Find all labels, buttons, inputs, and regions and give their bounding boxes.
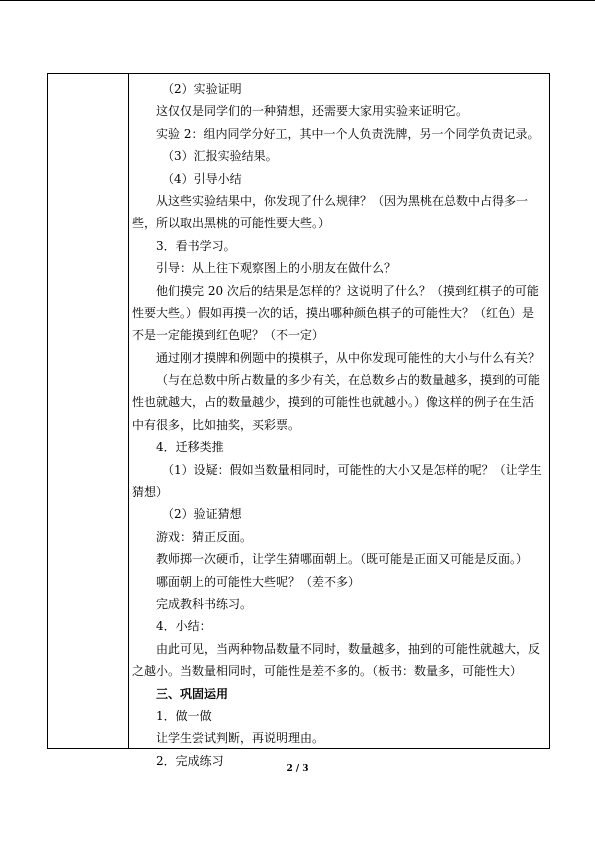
text-line: （1）设疑：假如当数量相同时，可能性的大小又是怎样的呢？（让学生: [162, 462, 542, 477]
page-number: 2 / 3: [286, 764, 309, 774]
text-line: 4．小结：: [156, 619, 212, 634]
text-line: 4．迁移类推: [156, 440, 224, 455]
text-line: （4）引导小结: [162, 171, 242, 186]
text-line: 2．完成练习: [156, 753, 224, 768]
text-line: 从这些实验结果中，你发现了什么规律？（因为黑桃在总数中占得多一: [156, 193, 529, 208]
text-line: （2）实验证明: [162, 82, 242, 96]
text-line: 性也就越大，占的数量越少，摸到的可能性也就越小。）像这样的例子在生活: [132, 395, 535, 410]
text-line: 中有很多，比如抽奖，买彩票。: [132, 417, 301, 432]
table-column-divider: [128, 73, 129, 749]
text-line: 由此可见，当两种物品数量不同时，数量越多，抽到的可能性就越大，反: [156, 641, 541, 656]
page-top-rule: [0, 0, 595, 1]
text-line: 哪面朝上的可能性大些呢？（差不多）: [156, 574, 361, 589]
text-line: （2）验证猜想: [162, 507, 242, 522]
text-line: 游戏：猜正反面。: [156, 529, 253, 544]
lesson-content-cell: [132, 78, 542, 772]
text-line: 让学生尝试判断，再说明理由。: [156, 731, 325, 746]
text-line: 三、巩固运用: [156, 686, 229, 701]
text-line: 猜想）: [132, 485, 169, 500]
text-line: 完成教科书练习。: [156, 596, 253, 611]
text-line: 些，所以取出黑桃的可能性要大些。）: [132, 216, 331, 231]
text-line: 通过刚才摸牌和例题中的摸棋子，从中你发现可能性的大小与什么有关？: [156, 350, 541, 365]
text-line: 引导：从上往下观察图上的小朋友在做什么？: [156, 261, 397, 276]
text-line: （与在总数中所占数量的多少有关，在总数乡占的数量越多，摸到的可能: [156, 373, 541, 388]
text-line: 之越小。当数量相同时，可能性是差不多的。（板书：数量多，可能性大）: [132, 664, 523, 679]
text-line: （3）汇报实验结果。: [162, 149, 278, 164]
text-line: 1．做一做: [156, 708, 212, 723]
text-line: 教师掷一次硬币，让学生猜哪面朝上。（既可能是正面又可能是反面。）: [156, 552, 529, 567]
text-line: 3．看书学习。: [156, 238, 236, 253]
text-line: 性要大些。）假如再摸一次的话，摸出哪种颜色棋子的可能性大？（红色）是: [132, 305, 535, 320]
text-line: 这仅仅是同学们的一种猜想，还需要大家用实验来证明它。: [156, 104, 469, 119]
text-line: 他们摸完 20 次后的结果是怎样的？这说明了什么？（摸到红棋子的可能: [156, 283, 539, 298]
text-line: 不是一定能摸到红色呢？（不一定）: [132, 328, 325, 343]
text-line: 实验 2：组内同学分好工，其中一个人负责洗牌，另一个同学负责记录。: [156, 126, 540, 141]
